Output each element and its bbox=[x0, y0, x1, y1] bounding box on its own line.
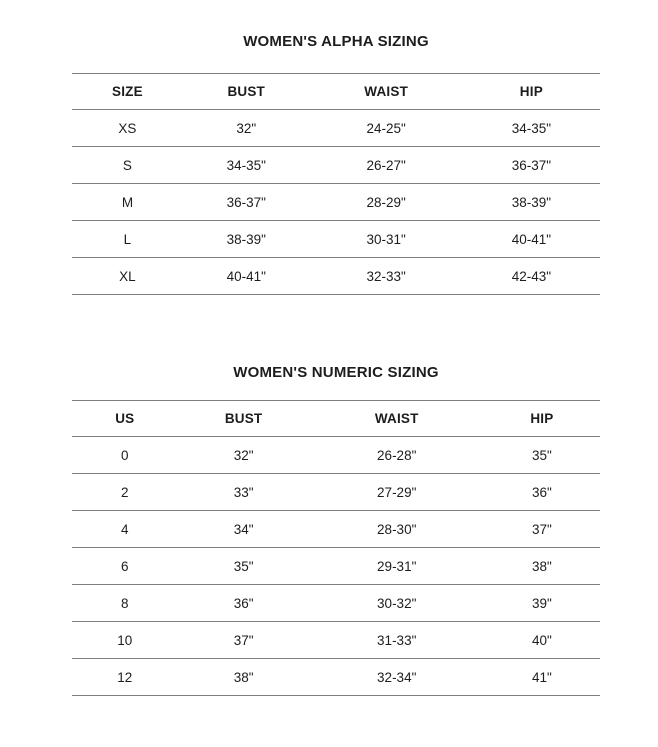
table-cell: 36-37" bbox=[183, 184, 310, 221]
table-cell: 2 bbox=[72, 474, 178, 511]
numeric-sizing-table bbox=[72, 400, 600, 696]
alpha-sizing-title: WOMEN'S ALPHA SIZING bbox=[243, 33, 429, 50]
table-row bbox=[72, 184, 600, 221]
table-row bbox=[72, 258, 600, 295]
table-cell: 36" bbox=[178, 585, 310, 622]
alpha-sizing-section bbox=[72, 34, 600, 295]
table-cell: 34-35" bbox=[183, 147, 310, 184]
table-cell: M bbox=[72, 184, 183, 221]
column-header: SIZE bbox=[72, 74, 183, 110]
table-cell: 12 bbox=[72, 659, 178, 696]
table-cell: 40" bbox=[484, 622, 600, 659]
table-cell: 38" bbox=[484, 548, 600, 585]
table-cell: 8 bbox=[72, 585, 178, 622]
table-cell: 34-35" bbox=[463, 110, 600, 147]
table-cell: 10 bbox=[72, 622, 178, 659]
table-cell: 41" bbox=[484, 659, 600, 696]
table-cell: 30-31" bbox=[310, 221, 463, 258]
column-header: HIP bbox=[463, 74, 600, 110]
table-cell: 34" bbox=[178, 511, 310, 548]
table-row bbox=[72, 147, 600, 184]
table-cell: 24-25" bbox=[310, 110, 463, 147]
table-row bbox=[72, 511, 600, 548]
numeric-sizing-section bbox=[72, 365, 600, 696]
numeric-sizing-title: WOMEN'S NUMERIC SIZING bbox=[233, 364, 439, 381]
table-cell: 27-29" bbox=[310, 474, 484, 511]
table-cell: 30-32" bbox=[310, 585, 484, 622]
table-cell: 39" bbox=[484, 585, 600, 622]
table-cell: S bbox=[72, 147, 183, 184]
table-cell: 40-41" bbox=[183, 258, 310, 295]
table-cell: 37" bbox=[484, 511, 600, 548]
table-cell: 40-41" bbox=[463, 221, 600, 258]
table-cell: XL bbox=[72, 258, 183, 295]
column-header: WAIST bbox=[310, 401, 484, 437]
table-cell: 29-31" bbox=[310, 548, 484, 585]
table-cell: 36" bbox=[484, 474, 600, 511]
table-row bbox=[72, 585, 600, 622]
table-cell: 35" bbox=[178, 548, 310, 585]
table-cell: 38" bbox=[178, 659, 310, 696]
table-row bbox=[72, 221, 600, 258]
table-cell: 26-27" bbox=[310, 147, 463, 184]
table-cell: 42-43" bbox=[463, 258, 600, 295]
table-cell: 38-39" bbox=[463, 184, 600, 221]
column-header: US bbox=[72, 401, 178, 437]
table-row bbox=[72, 548, 600, 585]
table-cell: 32-33" bbox=[310, 258, 463, 295]
table-row bbox=[72, 474, 600, 511]
table-header-row bbox=[72, 74, 600, 110]
table-cell: 32-34" bbox=[310, 659, 484, 696]
table-cell: 0 bbox=[72, 437, 178, 474]
table-cell: 28-30" bbox=[310, 511, 484, 548]
table-cell: 32" bbox=[183, 110, 310, 147]
column-header: HIP bbox=[484, 401, 600, 437]
table-row bbox=[72, 110, 600, 147]
table-cell: 4 bbox=[72, 511, 178, 548]
table-cell: 28-29" bbox=[310, 184, 463, 221]
table-row bbox=[72, 437, 600, 474]
alpha-sizing-table bbox=[72, 73, 600, 295]
table-row bbox=[72, 659, 600, 696]
column-header: BUST bbox=[178, 401, 310, 437]
table-cell: L bbox=[72, 221, 183, 258]
table-cell: 6 bbox=[72, 548, 178, 585]
table-cell: 36-37" bbox=[463, 147, 600, 184]
table-cell: 38-39" bbox=[183, 221, 310, 258]
table-cell: 26-28" bbox=[310, 437, 484, 474]
table-cell: 35" bbox=[484, 437, 600, 474]
table-cell: XS bbox=[72, 110, 183, 147]
table-cell: 33" bbox=[178, 474, 310, 511]
column-header: WAIST bbox=[310, 74, 463, 110]
table-cell: 32" bbox=[178, 437, 310, 474]
table-cell: 31-33" bbox=[310, 622, 484, 659]
table-row bbox=[72, 622, 600, 659]
table-cell: 37" bbox=[178, 622, 310, 659]
table-header-row bbox=[72, 401, 600, 437]
column-header: BUST bbox=[183, 74, 310, 110]
